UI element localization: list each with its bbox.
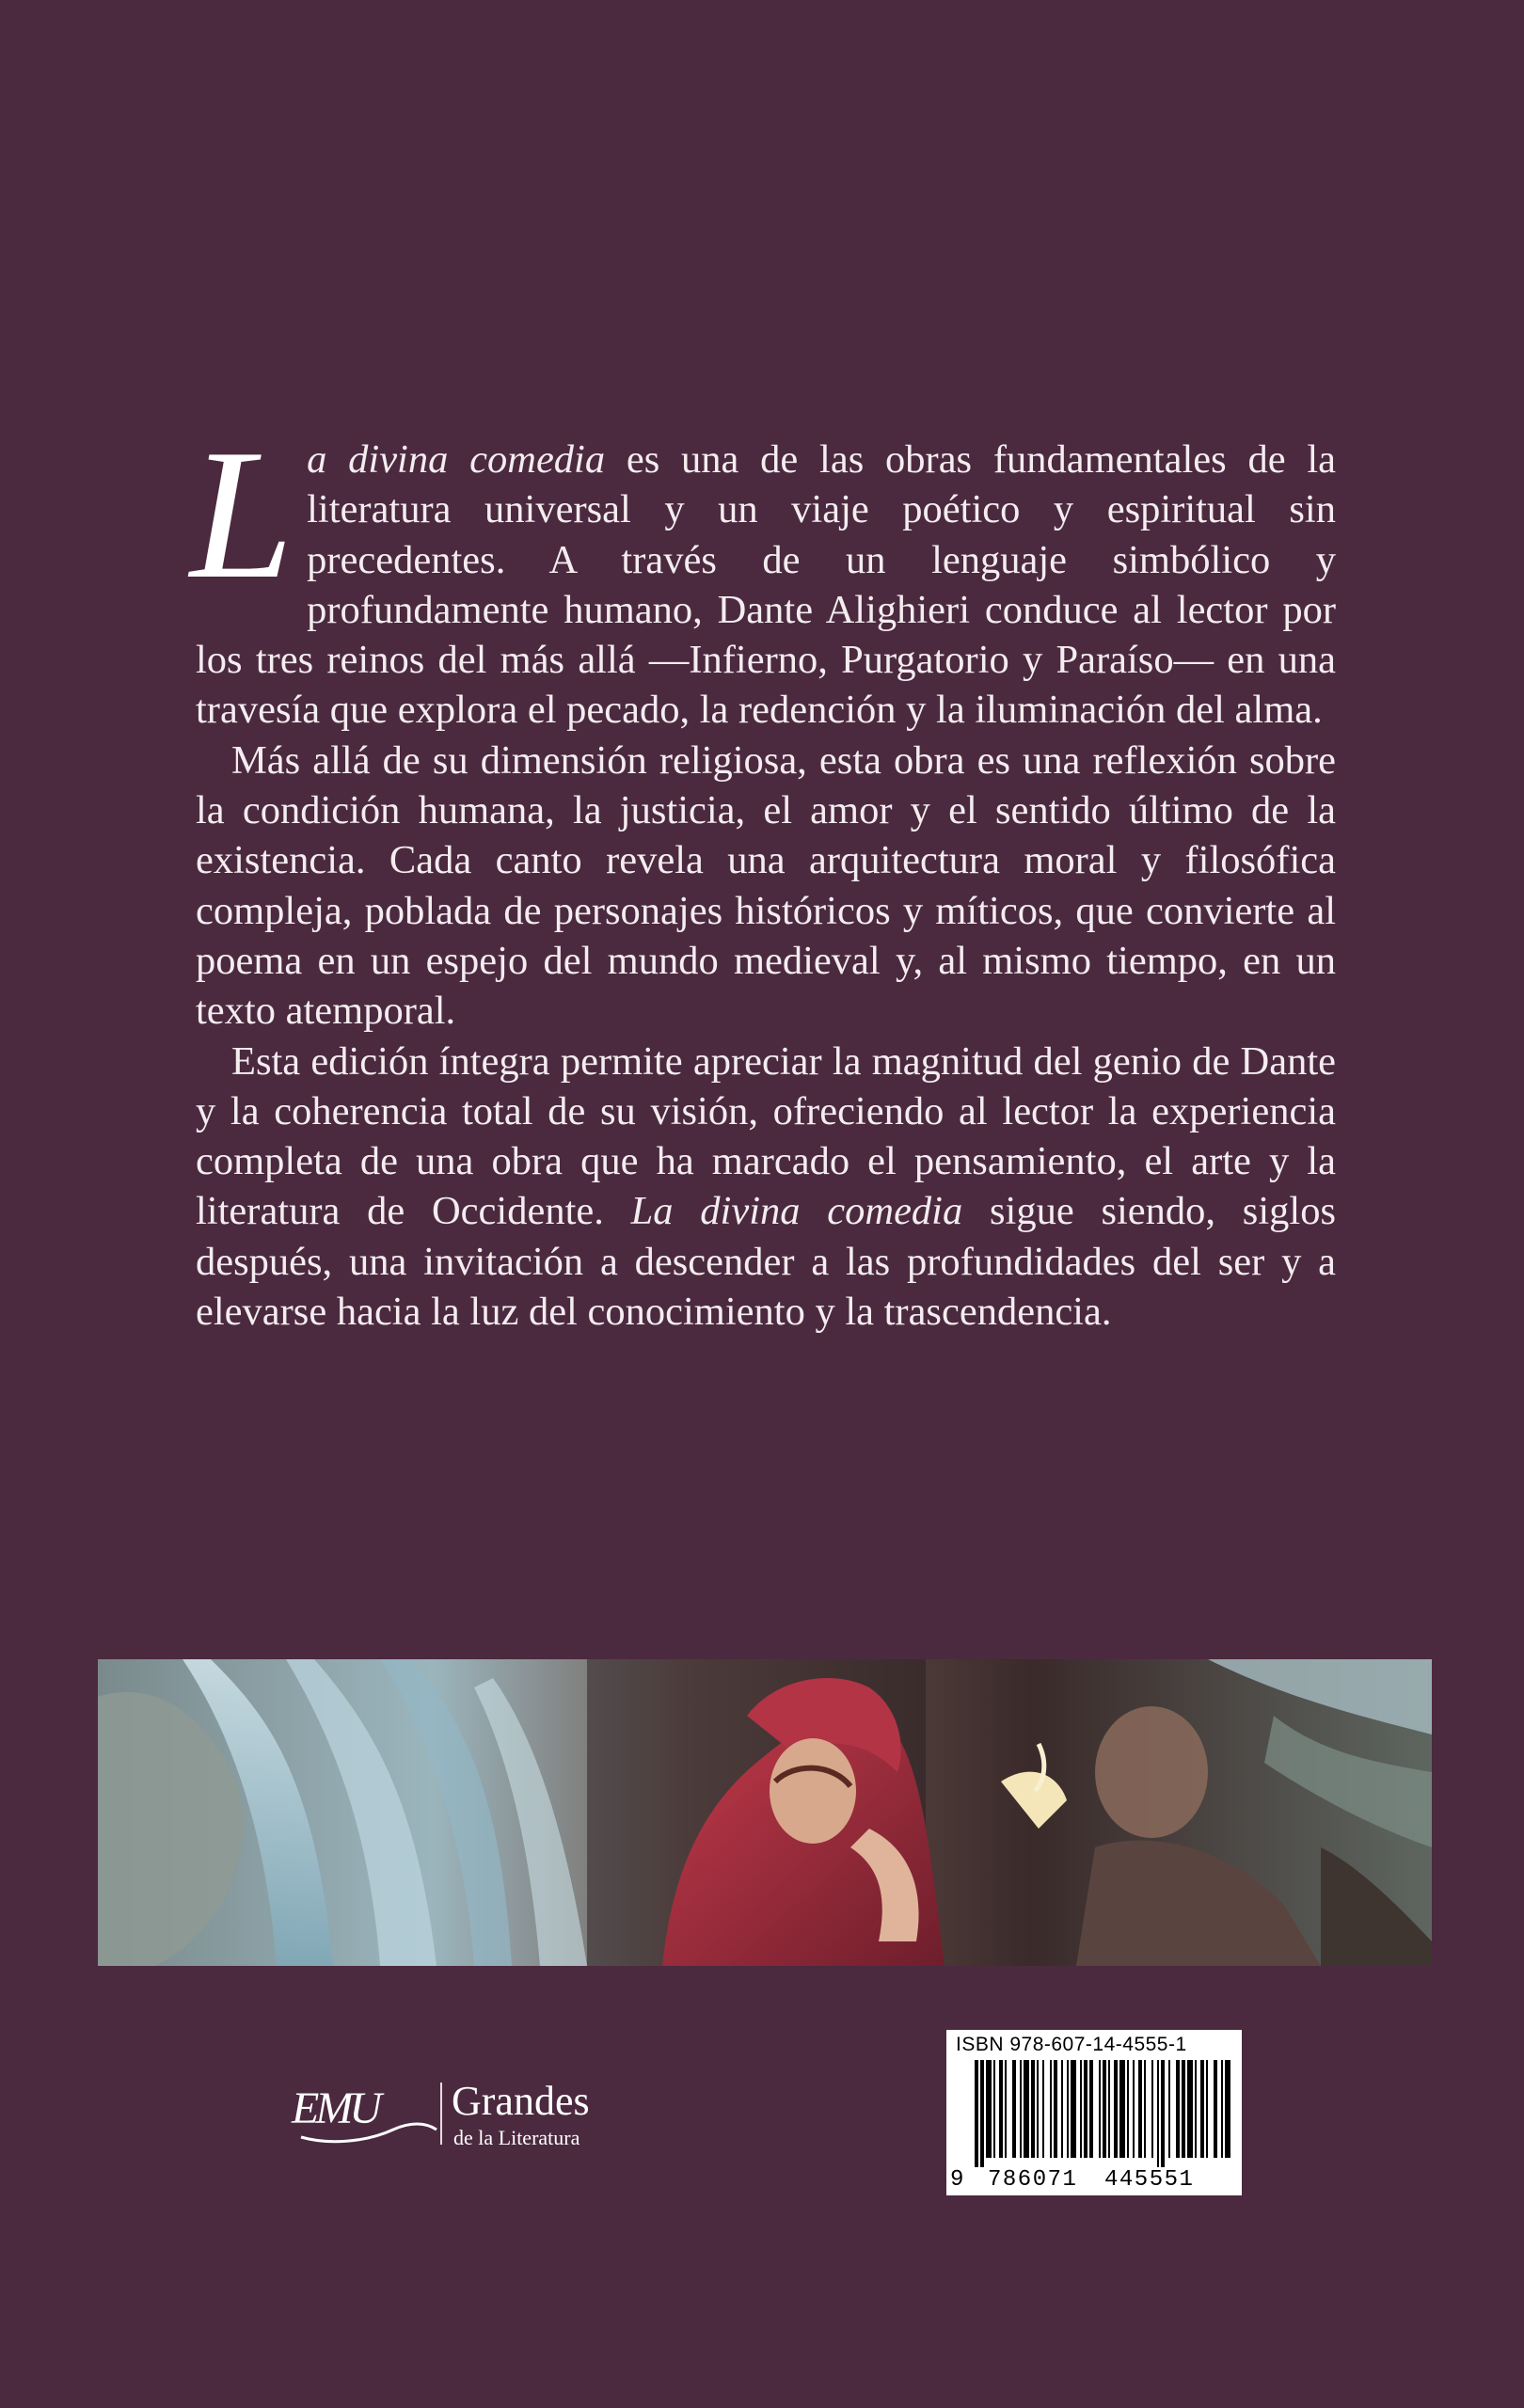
barcode-bar — [1005, 2060, 1007, 2158]
barcode-bar — [986, 2060, 992, 2158]
barcode-bar — [1161, 2060, 1165, 2167]
barcode-bar — [1133, 2060, 1135, 2158]
barcode-bar — [1225, 2060, 1230, 2158]
barcode-bars — [956, 2060, 1232, 2167]
barcode-bar — [1114, 2060, 1118, 2158]
barcode-bar — [1089, 2060, 1093, 2158]
barcode-bar — [1182, 2060, 1185, 2158]
barcode-bar — [1012, 2060, 1016, 2158]
barcode-bar — [1157, 2060, 1159, 2167]
barcode-bar — [1200, 2060, 1204, 2158]
painting-image — [98, 1659, 1432, 1966]
barcode-bar — [1195, 2060, 1197, 2158]
barcode-bar — [1151, 2060, 1153, 2158]
barcode-bar — [1119, 2060, 1125, 2158]
barcode-bar — [1108, 2060, 1110, 2158]
synopsis-paragraph-2: Más allá de su dimensión religiosa, esta obra es una reflexión sobre la condición humana, la justicia, el amor y el sentido último de la existencia. Cada canto revela una arquitectura moral y filosófica compleja, poblada de personajes históricos y míticos, que convierte al poema en un espejo del mundo medieval y, al mismo tiempo, en un texto atemporal. — [196, 737, 1336, 1034]
barcode-bar — [1067, 2060, 1069, 2158]
synopsis-text — [190, 411, 1336, 1337]
barcode-bar — [1031, 2060, 1035, 2158]
barcode-bar — [999, 2060, 1003, 2158]
barcode-bar — [1103, 2060, 1106, 2158]
barcode-bar — [1144, 2060, 1146, 2158]
barcode-bar — [1221, 2060, 1223, 2158]
isbn-label: ISBN 978-607-14-4555-1 — [956, 2034, 1187, 2055]
barcode-bar — [1054, 2060, 1057, 2158]
paragraph-3-text-a: Esta edición íntegra permite apreciar la magnitud del genio de Dante y la coherencia total de su visión, ofreciendo al lector la experiencia completa de una obra que ha marcado el pensamiento, el arte y la literatura de Occidente. — [196, 1038, 1336, 1234]
drop-cap: L — [190, 411, 294, 617]
barcode-bar — [1214, 2060, 1217, 2158]
paragraph-3-text-b: sigue siendo, siglos después, una invitación a descender a las profundidades del ser y a elevarse hacia la luz del conocimiento y la trascendencia. — [196, 1189, 1336, 1335]
barcode-bar — [1042, 2060, 1044, 2158]
barcode-bar — [1168, 2060, 1170, 2158]
book-title-italic-2: La divina comedia — [630, 1189, 963, 1234]
synopsis-paragraph-3 — [196, 1037, 1336, 1338]
barcode-bar — [1187, 2060, 1193, 2158]
book-title-italic: a divina comedia — [307, 437, 606, 482]
barcode-bar — [980, 2060, 984, 2167]
isbn-barcode — [946, 2030, 1242, 2195]
barcode-bar — [1024, 2060, 1029, 2158]
barcode-bar — [1138, 2060, 1142, 2158]
barcode-bar — [1099, 2060, 1101, 2158]
barcode-bar — [975, 2060, 978, 2167]
barcode-bar — [1061, 2060, 1063, 2158]
barcode-bar — [1037, 2060, 1039, 2158]
barcode-bar — [1127, 2060, 1129, 2158]
barcode-bar — [993, 2060, 995, 2158]
swoosh-icon — [299, 2116, 440, 2145]
barcode-digit-lead: 9 — [950, 2167, 964, 2193]
barcode-bar — [1071, 2060, 1076, 2158]
barcode-bar — [1080, 2060, 1082, 2158]
publisher-mark: EMU — [292, 2083, 378, 2133]
paragraph-1-text: es una de las obras fundamentales de la literatura universal y un viaje poético y espiritual sin precedentes. A través de un lenguaje simbólico y profundamente humano, Dante Alighieri conduce al lector por los tres reinos del más allá —Infierno, Purgatorio y Paraíso— en una travesía que explora el pecado, la redención y la iluminación del alma. — [196, 437, 1336, 733]
collection-subtitle: de la Literatura — [453, 2126, 580, 2149]
barcode-bar — [1084, 2060, 1087, 2158]
publisher-logo — [292, 2079, 630, 2154]
collection-name: Grandes — [452, 2078, 590, 2124]
barcode-digits-left: 786071 — [988, 2167, 1078, 2193]
barcode-bar — [1020, 2060, 1022, 2158]
synopsis-paragraph-1 — [190, 411, 1336, 736]
logo-divider — [440, 2083, 442, 2145]
painting-strip — [98, 1659, 1432, 1966]
barcode-bar — [1050, 2060, 1052, 2158]
barcode-bar — [1206, 2060, 1208, 2158]
barcode-digits-right: 445551 — [1104, 2167, 1195, 2193]
barcode-bar — [1176, 2060, 1180, 2158]
